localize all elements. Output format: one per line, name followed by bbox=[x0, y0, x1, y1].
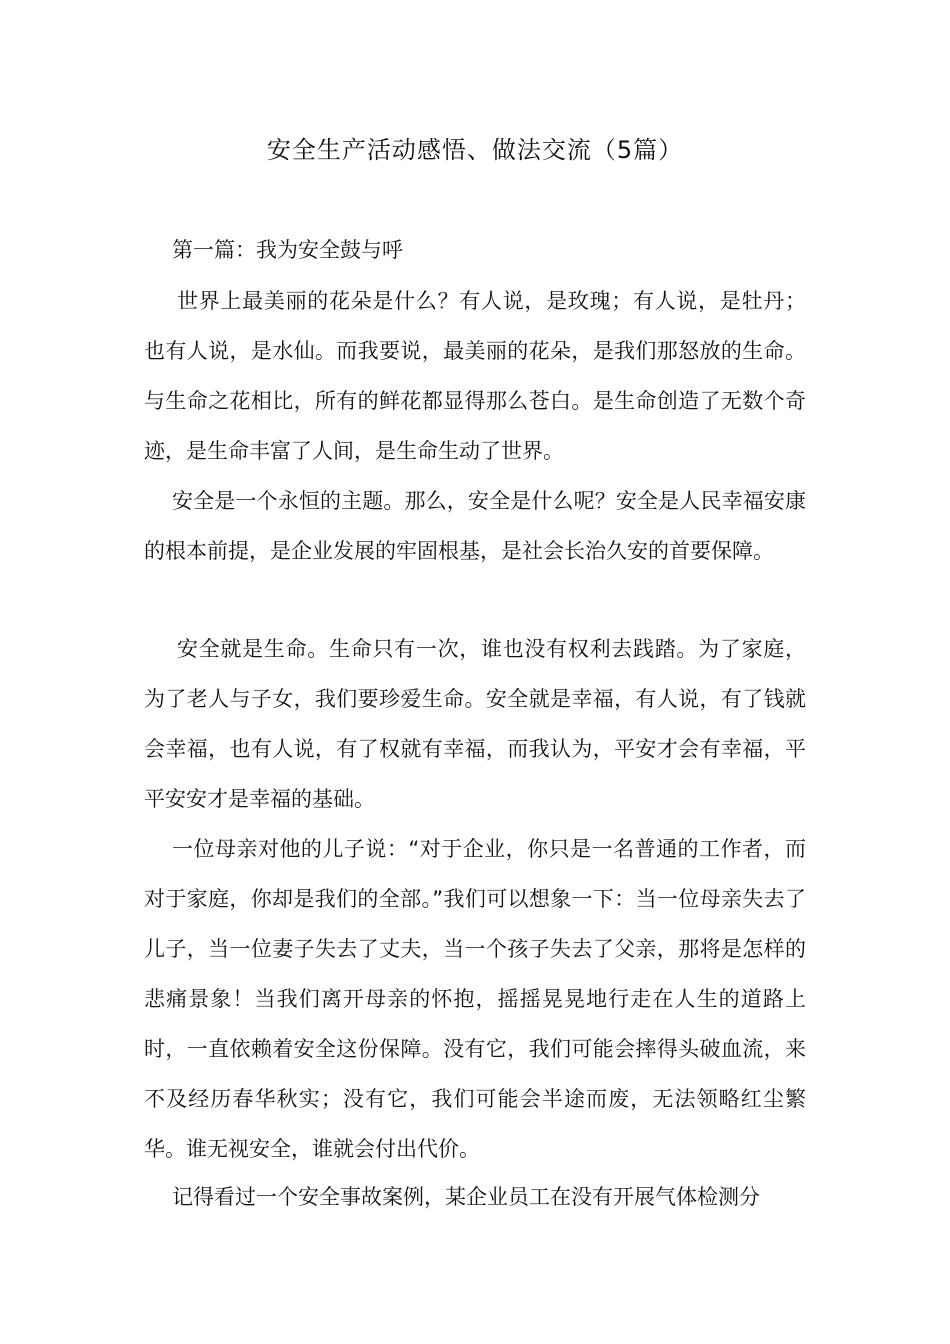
paragraph-5: 记得看过一个安全事故案例，某企业员工在没有开展气体检测分 bbox=[172, 1185, 760, 1209]
section-heading: 第一篇：我为安全鼓与呼 bbox=[172, 238, 403, 262]
paragraph-2: 安全是一个永恒的主题。那么，安全是什么呢？安全是人民幸福安康的根本前提，是企业发展的牢固根基，是社会长治久安的首要保障。 bbox=[144, 489, 806, 563]
document-title: 安全生产活动感悟、做法交流（5篇） bbox=[266, 136, 684, 164]
paragraph-1: 世界上最美丽的花朵是什么？有人说，是玫瑰；有人说，是牡丹；也有人说，是水仙。而我要说，最美丽的花朵，是我们那怒放的生命。与生命之花相比，所有的鲜花都显得那么苍白。是生命创造了无数个奇迹，是生命丰富了人间，是生命生动了世界。 bbox=[144, 289, 806, 463]
paragraph-3: 安全就是生命。生命只有一次，谁也没有权利去践踏。为了家庭，为了老人与子女，我们要珍爱生命。安全就是幸福，有人说，有了钱就会幸福，也有人说，有了权就有幸福，而我认为，平安才会有幸福，平平安安才是幸福的基础。 bbox=[144, 637, 806, 811]
paragraph-4: 一位母亲对他的儿子说：“对于企业，你只是一名普通的工作者，而对于家庭，你却是我们的全部。”我们可以想象一下：当一位母亲失去了儿子，当一位妻子失去了丈夫，当一个孩子失去了父亲，那将是怎样的悲痛景象！当我们离开母亲的怀抱，摇摇晃晃地行走在人生的道路上时，一直依赖着安全这份保障。没有它，我们可能会摔得头破血流，来不及经历春华秋实；没有它，我们可能会半途而废，无法领略红尘繁华。谁无视安全，谁就会付出代价。 bbox=[144, 837, 806, 1161]
